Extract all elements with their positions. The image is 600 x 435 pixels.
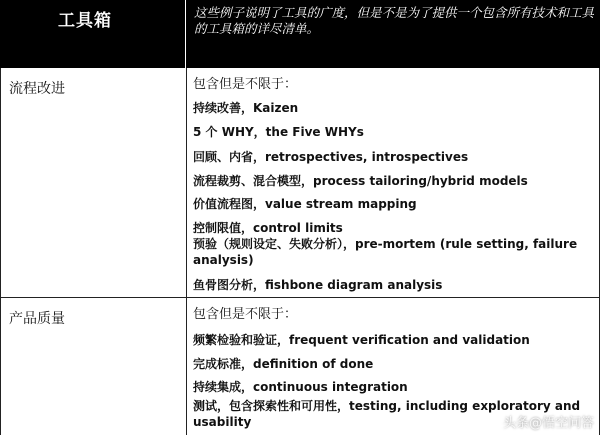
table-title: 工具箱: [58, 11, 112, 31]
watermark-text: 头条@悟空问答: [502, 416, 594, 431]
list-item: 流程裁剪、混合模型，process tailoring/hybrid models: [193, 174, 528, 188]
header-description-cell: [186, 0, 600, 68]
table-description: 这些例子说明了工具的广度，但是不是为了提供一个包含所有技术和工具的工具箱的详尽清单。: [194, 5, 595, 36]
column-divider: [186, 298, 187, 435]
category-label: 产品质量: [9, 311, 65, 327]
list-item: 鱼骨图分析，fishbone diagram analysis: [193, 278, 443, 292]
list-item: 控制限值，control limits: [193, 221, 343, 235]
list-item: 回顾、内省，retrospectives, introspectives: [193, 150, 469, 164]
header-title-cell: [0, 0, 186, 68]
list-item: 频繁检验和验证，frequent verification and validation: [193, 333, 530, 347]
category-label: 流程改进: [9, 81, 65, 97]
list-intro: 包含但是不限于：: [193, 77, 298, 92]
list-item: 持续改善，Kaizen: [193, 101, 299, 115]
watermark: [483, 412, 594, 431]
list-item: 预验（规则设定、失败分析），pre-mortem (rule setting, failure analysis): [193, 237, 578, 267]
list-item: 5 个 WHY，the Five WHYs: [193, 125, 364, 139]
list-item: 价值流程图，value stream mapping: [193, 197, 417, 211]
list-item: 完成标准，definition of done: [193, 357, 374, 371]
list-item: 持续集成，continuous integration: [193, 380, 408, 394]
list-item: 测试，包含探索性和可用性，testing, including exploratory and usability: [193, 399, 581, 429]
wukong-logo-icon: [483, 414, 499, 430]
list-intro: 包含但是不限于：: [193, 307, 298, 322]
table-header-row: [0, 0, 600, 68]
column-divider: [186, 68, 187, 297]
section-process-improvement: [0, 68, 600, 298]
